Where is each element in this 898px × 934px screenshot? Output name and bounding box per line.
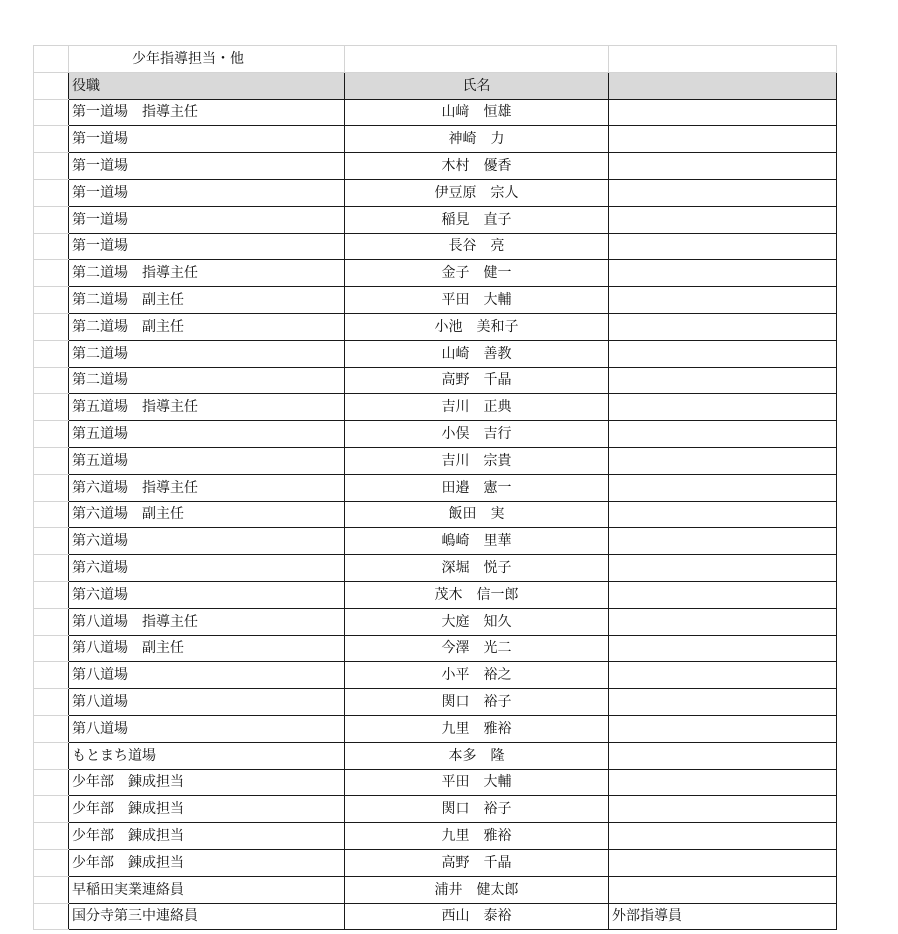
name-cell[interactable]: 小俣 吉行 bbox=[345, 421, 609, 448]
row-gutter[interactable] bbox=[34, 581, 69, 608]
note-cell[interactable] bbox=[609, 233, 837, 260]
table-row bbox=[34, 474, 837, 501]
note-cell[interactable] bbox=[609, 528, 837, 555]
table-row bbox=[34, 742, 837, 769]
role-cell[interactable]: 第一道場 指導主任 bbox=[69, 99, 345, 126]
note-cell[interactable] bbox=[609, 581, 837, 608]
role-cell[interactable]: 第八道場 bbox=[69, 715, 345, 742]
role-cell[interactable]: 国分寺第三中連絡員 bbox=[69, 903, 345, 930]
role-cell[interactable]: 第一道場 bbox=[69, 233, 345, 260]
note-cell[interactable] bbox=[609, 206, 837, 233]
note-cell[interactable] bbox=[609, 287, 837, 314]
table-row bbox=[34, 179, 837, 206]
role-cell[interactable]: 第二道場 bbox=[69, 340, 345, 367]
header-note[interactable] bbox=[609, 72, 837, 99]
role-cell[interactable]: 第五道場 指導主任 bbox=[69, 394, 345, 421]
note-cell[interactable]: 外部指導員 bbox=[609, 903, 837, 930]
name-cell[interactable]: 山﨑 恒雄 bbox=[345, 99, 609, 126]
row-gutter[interactable] bbox=[34, 715, 69, 742]
table-row bbox=[34, 260, 837, 287]
table-row bbox=[34, 823, 837, 850]
name-cell[interactable]: 木村 優香 bbox=[345, 153, 609, 180]
note-cell[interactable] bbox=[609, 340, 837, 367]
row-gutter[interactable] bbox=[34, 742, 69, 769]
name-cell[interactable]: 西山 泰裕 bbox=[345, 903, 609, 930]
table-row bbox=[34, 715, 837, 742]
role-cell[interactable]: 第八道場 bbox=[69, 662, 345, 689]
title-row bbox=[34, 46, 837, 73]
note-cell[interactable] bbox=[609, 260, 837, 287]
table-row bbox=[34, 206, 837, 233]
row-gutter[interactable] bbox=[34, 769, 69, 796]
name-cell[interactable]: 深堀 悦子 bbox=[345, 555, 609, 582]
note-cell[interactable] bbox=[609, 689, 837, 716]
role-cell[interactable]: 第二道場 副主任 bbox=[69, 313, 345, 340]
role-cell[interactable]: 少年部 錬成担当 bbox=[69, 823, 345, 850]
role-cell[interactable]: もとまち道場 bbox=[69, 742, 345, 769]
table-row bbox=[34, 340, 837, 367]
role-cell[interactable]: 第一道場 bbox=[69, 126, 345, 153]
table-row bbox=[34, 153, 837, 180]
role-cell[interactable]: 第六道場 bbox=[69, 528, 345, 555]
role-cell[interactable]: 第一道場 bbox=[69, 179, 345, 206]
note-cell[interactable] bbox=[609, 635, 837, 662]
row-gutter[interactable] bbox=[34, 421, 69, 448]
row-gutter[interactable] bbox=[34, 447, 69, 474]
header-role[interactable]: 役職 bbox=[69, 72, 345, 99]
row-gutter[interactable] bbox=[34, 99, 69, 126]
title-empty-cell[interactable] bbox=[345, 46, 609, 73]
row-gutter[interactable] bbox=[34, 260, 69, 287]
name-cell[interactable]: 高野 千晶 bbox=[345, 367, 609, 394]
table-row bbox=[34, 447, 837, 474]
name-cell[interactable]: 今澤 光二 bbox=[345, 635, 609, 662]
name-cell[interactable]: 小平 裕之 bbox=[345, 662, 609, 689]
table-row bbox=[34, 528, 837, 555]
name-cell[interactable]: 小池 美和子 bbox=[345, 313, 609, 340]
name-cell[interactable]: 九里 雅裕 bbox=[345, 823, 609, 850]
row-gutter[interactable] bbox=[34, 662, 69, 689]
role-cell[interactable]: 第二道場 bbox=[69, 367, 345, 394]
table-row bbox=[34, 662, 837, 689]
role-cell[interactable]: 第一道場 bbox=[69, 153, 345, 180]
table-row bbox=[34, 313, 837, 340]
role-cell[interactable]: 少年部 錬成担当 bbox=[69, 769, 345, 796]
row-gutter[interactable] bbox=[34, 313, 69, 340]
role-cell[interactable]: 第八道場 指導主任 bbox=[69, 608, 345, 635]
row-gutter[interactable] bbox=[34, 823, 69, 850]
table-row bbox=[34, 581, 837, 608]
note-cell[interactable] bbox=[609, 608, 837, 635]
table-row bbox=[34, 367, 837, 394]
role-cell[interactable]: 第一道場 bbox=[69, 206, 345, 233]
title-empty-cell[interactable] bbox=[609, 46, 837, 73]
name-cell[interactable]: 関口 裕子 bbox=[345, 689, 609, 716]
note-cell[interactable] bbox=[609, 769, 837, 796]
row-gutter[interactable] bbox=[34, 340, 69, 367]
table-row bbox=[34, 796, 837, 823]
note-cell[interactable] bbox=[609, 179, 837, 206]
row-gutter[interactable] bbox=[34, 474, 69, 501]
name-cell[interactable]: 吉川 宗貴 bbox=[345, 447, 609, 474]
row-gutter[interactable] bbox=[34, 528, 69, 555]
table-row bbox=[34, 689, 837, 716]
role-cell[interactable]: 少年部 錬成担当 bbox=[69, 796, 345, 823]
header-row bbox=[34, 72, 837, 99]
note-cell[interactable] bbox=[609, 849, 837, 876]
role-cell[interactable]: 第六道場 副主任 bbox=[69, 501, 345, 528]
name-cell[interactable]: 田邉 憲一 bbox=[345, 474, 609, 501]
role-cell[interactable]: 第二道場 指導主任 bbox=[69, 260, 345, 287]
row-gutter[interactable] bbox=[34, 796, 69, 823]
row-gutter[interactable] bbox=[34, 206, 69, 233]
note-cell[interactable] bbox=[609, 501, 837, 528]
row-gutter[interactable] bbox=[34, 367, 69, 394]
table-row bbox=[34, 233, 837, 260]
note-cell[interactable] bbox=[609, 555, 837, 582]
name-cell[interactable]: 吉川 正典 bbox=[345, 394, 609, 421]
name-cell[interactable]: 金子 健一 bbox=[345, 260, 609, 287]
row-gutter[interactable] bbox=[34, 849, 69, 876]
role-cell[interactable]: 早稲田実業連絡員 bbox=[69, 876, 345, 903]
role-cell[interactable]: 少年部 錬成担当 bbox=[69, 849, 345, 876]
table-row bbox=[34, 421, 837, 448]
row-gutter[interactable] bbox=[34, 287, 69, 314]
table-row bbox=[34, 903, 837, 930]
row-gutter[interactable] bbox=[34, 555, 69, 582]
table-row bbox=[34, 555, 837, 582]
table-row bbox=[34, 126, 837, 153]
row-gutter[interactable] bbox=[34, 233, 69, 260]
row-gutter[interactable] bbox=[34, 46, 69, 73]
name-cell[interactable]: 嶋崎 里華 bbox=[345, 528, 609, 555]
row-gutter[interactable] bbox=[34, 903, 69, 930]
note-cell[interactable] bbox=[609, 447, 837, 474]
table-row bbox=[34, 99, 837, 126]
role-cell[interactable]: 第八道場 bbox=[69, 689, 345, 716]
sheet-title[interactable]: 少年指導担当・他 bbox=[69, 46, 345, 73]
note-cell[interactable] bbox=[609, 796, 837, 823]
name-cell[interactable]: 茂木 信一郎 bbox=[345, 581, 609, 608]
name-cell[interactable]: 神崎 力 bbox=[345, 126, 609, 153]
note-cell[interactable] bbox=[609, 715, 837, 742]
row-gutter[interactable] bbox=[34, 608, 69, 635]
name-cell[interactable]: 九里 雅裕 bbox=[345, 715, 609, 742]
note-cell[interactable] bbox=[609, 126, 837, 153]
row-gutter[interactable] bbox=[34, 179, 69, 206]
header-name[interactable]: 氏名 bbox=[345, 72, 609, 99]
table-row bbox=[34, 849, 837, 876]
table-row bbox=[34, 608, 837, 635]
name-cell[interactable]: 関口 裕子 bbox=[345, 796, 609, 823]
table-row bbox=[34, 287, 837, 314]
row-gutter[interactable] bbox=[34, 126, 69, 153]
note-cell[interactable] bbox=[609, 313, 837, 340]
name-cell[interactable]: 平田 大輔 bbox=[345, 769, 609, 796]
note-cell[interactable] bbox=[609, 99, 837, 126]
name-cell[interactable]: 山崎 善教 bbox=[345, 340, 609, 367]
name-cell[interactable]: 高野 千晶 bbox=[345, 849, 609, 876]
note-cell[interactable] bbox=[609, 394, 837, 421]
table-row bbox=[34, 876, 837, 903]
name-cell[interactable]: 伊豆原 宗人 bbox=[345, 179, 609, 206]
role-cell[interactable]: 第五道場 bbox=[69, 421, 345, 448]
name-cell[interactable]: 浦井 健太郎 bbox=[345, 876, 609, 903]
row-gutter[interactable] bbox=[34, 689, 69, 716]
role-cell[interactable]: 第五道場 bbox=[69, 447, 345, 474]
name-cell[interactable]: 本多 隆 bbox=[345, 742, 609, 769]
table-row bbox=[34, 501, 837, 528]
row-gutter[interactable] bbox=[34, 876, 69, 903]
role-cell[interactable]: 第六道場 bbox=[69, 555, 345, 582]
role-cell[interactable]: 第六道場 bbox=[69, 581, 345, 608]
table-row bbox=[34, 635, 837, 662]
spreadsheet-table bbox=[33, 45, 837, 930]
name-cell[interactable]: 平田 大輔 bbox=[345, 287, 609, 314]
note-cell[interactable] bbox=[609, 421, 837, 448]
row-gutter[interactable] bbox=[34, 153, 69, 180]
name-cell[interactable]: 稲見 直子 bbox=[345, 206, 609, 233]
note-cell[interactable] bbox=[609, 823, 837, 850]
name-cell[interactable]: 大庭 知久 bbox=[345, 608, 609, 635]
note-cell[interactable] bbox=[609, 474, 837, 501]
table-row bbox=[34, 394, 837, 421]
name-cell[interactable]: 飯田 実 bbox=[345, 501, 609, 528]
row-gutter[interactable] bbox=[34, 635, 69, 662]
row-gutter[interactable] bbox=[34, 72, 69, 99]
note-cell[interactable] bbox=[609, 153, 837, 180]
note-cell[interactable] bbox=[609, 876, 837, 903]
role-cell[interactable]: 第二道場 副主任 bbox=[69, 287, 345, 314]
note-cell[interactable] bbox=[609, 662, 837, 689]
row-gutter[interactable] bbox=[34, 501, 69, 528]
note-cell[interactable] bbox=[609, 742, 837, 769]
note-cell[interactable] bbox=[609, 367, 837, 394]
row-gutter[interactable] bbox=[34, 394, 69, 421]
name-cell[interactable]: 長谷 亮 bbox=[345, 233, 609, 260]
role-cell[interactable]: 第八道場 副主任 bbox=[69, 635, 345, 662]
role-cell[interactable]: 第六道場 指導主任 bbox=[69, 474, 345, 501]
table-row bbox=[34, 769, 837, 796]
